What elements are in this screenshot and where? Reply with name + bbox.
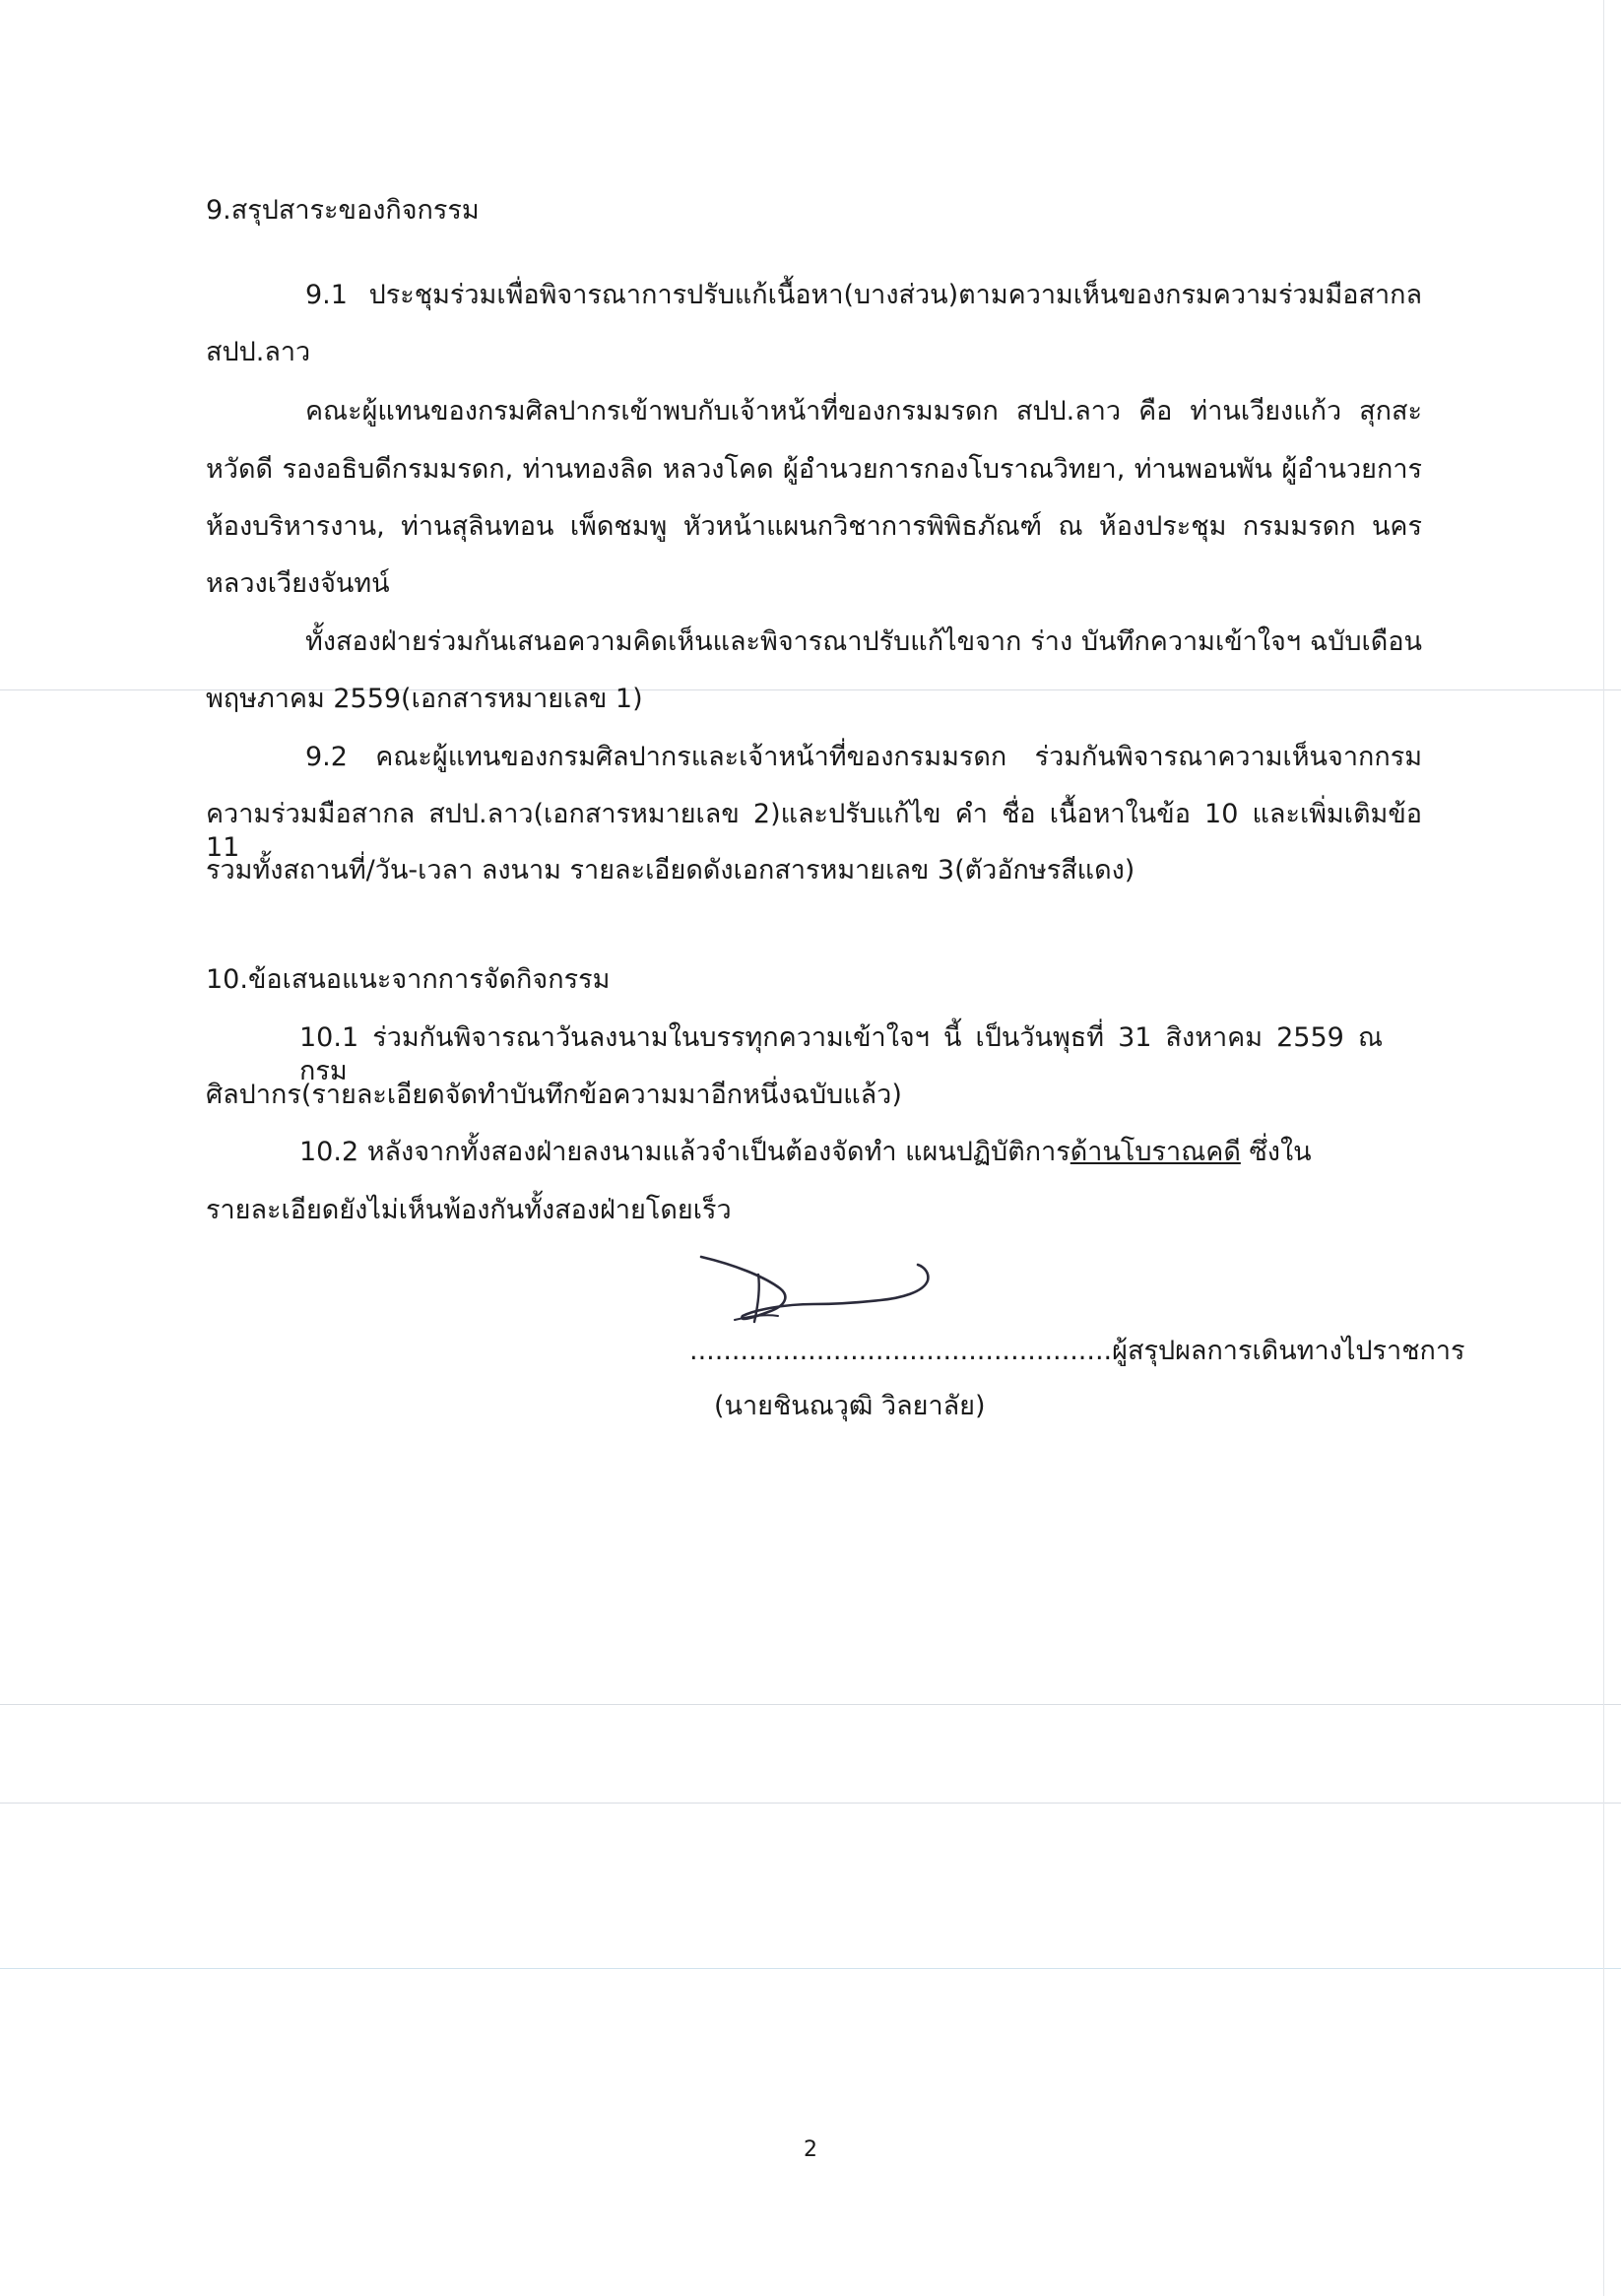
signer-role: ผู้สรุปผลการเดินทางไปราชการ bbox=[1112, 1336, 1465, 1366]
paragraph-discussion-line: พฤษภาคม 2559(เอกสารหมายเลข 1) bbox=[206, 684, 643, 714]
paragraph-9-1-line: 9.1 ประชุมร่วมเพื่อพิจารณาการปรับแก้เนื้อหา(บางส่วน)ตามความเห็นของกรมความร่วมมือสากล bbox=[305, 280, 1422, 310]
paragraph-delegation-line: ห้องบริหารงาน, ท่านสุลินทอน เพ็ดชมพู หัวหน้าแผนกวิชาการพิพิธภัณฑ์ ณ ห้องประชุม กรมมรดก นคร bbox=[206, 511, 1422, 542]
scan-edge-line bbox=[1603, 0, 1604, 2296]
paragraph-9-2-line: 9.2 คณะผู้แทนของกรมศิลปากรและเจ้าหน้าที่ของกรมมรดก ร่วมกันพิจารณาความเห็นจากกรม bbox=[305, 742, 1422, 772]
paragraph-9-1-line: สปป.ลาว bbox=[206, 337, 311, 367]
paragraph-10-2-line bbox=[299, 1136, 1312, 1169]
paragraph-10-1-line: 10.1 ร่วมกันพิจารณาวันลงนามในบรรทุกความเข้าใจฯ นี้ เป็นวันพุธที่ 31 สิงหาคม 2559 ณ กรม bbox=[299, 1022, 1383, 1086]
paragraph-10-2-text: ซึ่งใน bbox=[1240, 1137, 1312, 1167]
page-number: 2 bbox=[804, 2137, 817, 2162]
paragraph-10-2-text: 10.2 หลังจากทั้งสองฝ่ายลงนามแล้วจำเป็นต้องจัดทำ แผนปฏิบัติการ bbox=[299, 1137, 1070, 1167]
paragraph-10-2-line: รายละเอียดยังไม่เห็นพ้องกันทั้งสองฝ่ายโดยเร็ว bbox=[206, 1195, 732, 1225]
scan-line bbox=[0, 1968, 1621, 1969]
underlined-term: ด้านโบราณคดี bbox=[1070, 1137, 1241, 1167]
scan-line bbox=[0, 1704, 1621, 1705]
signature-line bbox=[689, 1335, 1465, 1368]
paragraph-9-2-line: รวมทั้งสถานที่/วัน-เวลา ลงนาม รายละเอียดดังเอกสารหมายเลข 3(ตัวอักษรสีแดง) bbox=[206, 855, 1135, 886]
signature-dots: .................................................. bbox=[689, 1336, 1113, 1366]
paragraph-discussion-line: ทั้งสองฝ่ายร่วมกันเสนอความคิดเห็นและพิจารณาปรับแก้ไขจาก ร่าง บันทึกความเข้าใจฯ ฉบับเดือน bbox=[305, 626, 1422, 657]
paragraph-9-2-line: ความร่วมมือสากล สปป.ลาว(เอกสารหมายเลข 2)และปรับแก้ไข คำ ชื่อ เนื้อหาในข้อ 10 และเพิ่มเติมข้อ 11 bbox=[206, 799, 1422, 863]
paragraph-delegation-line: หลวงเวียงจันทน์ bbox=[206, 568, 390, 599]
paragraph-10-1-line: ศิลปากร(รายละเอียดจัดทำบันทึกข้อความมาอีกหนึ่งฉบับแล้ว) bbox=[206, 1080, 902, 1110]
paragraph-delegation-line: คณะผู้แทนของกรมศิลปากรเข้าพบกับเจ้าหน้าที่ของกรมมรดก สปป.ลาว คือ ท่านเวียงแก้ว สุกสะ bbox=[305, 396, 1422, 426]
paragraph-delegation-line: หวัดดี รองอธิบดีกรมมรดก, ท่านทองลิด หลวงโคด ผู้อำนวยการกองโบราณวิทยา, ท่านพอนพัน ผู้อำนวยการ bbox=[206, 454, 1422, 485]
signer-name: (นายชินณวุฒิ วิลยาลัย) bbox=[714, 1391, 986, 1421]
scan-line bbox=[0, 1803, 1621, 1804]
section-10-heading: 10.ข้อเสนอแนะจากการจัดกิจกรรม bbox=[206, 964, 611, 995]
section-9-heading: 9.สรุปสาระของกิจกรรม bbox=[206, 195, 480, 226]
handwritten-signature bbox=[695, 1243, 938, 1338]
